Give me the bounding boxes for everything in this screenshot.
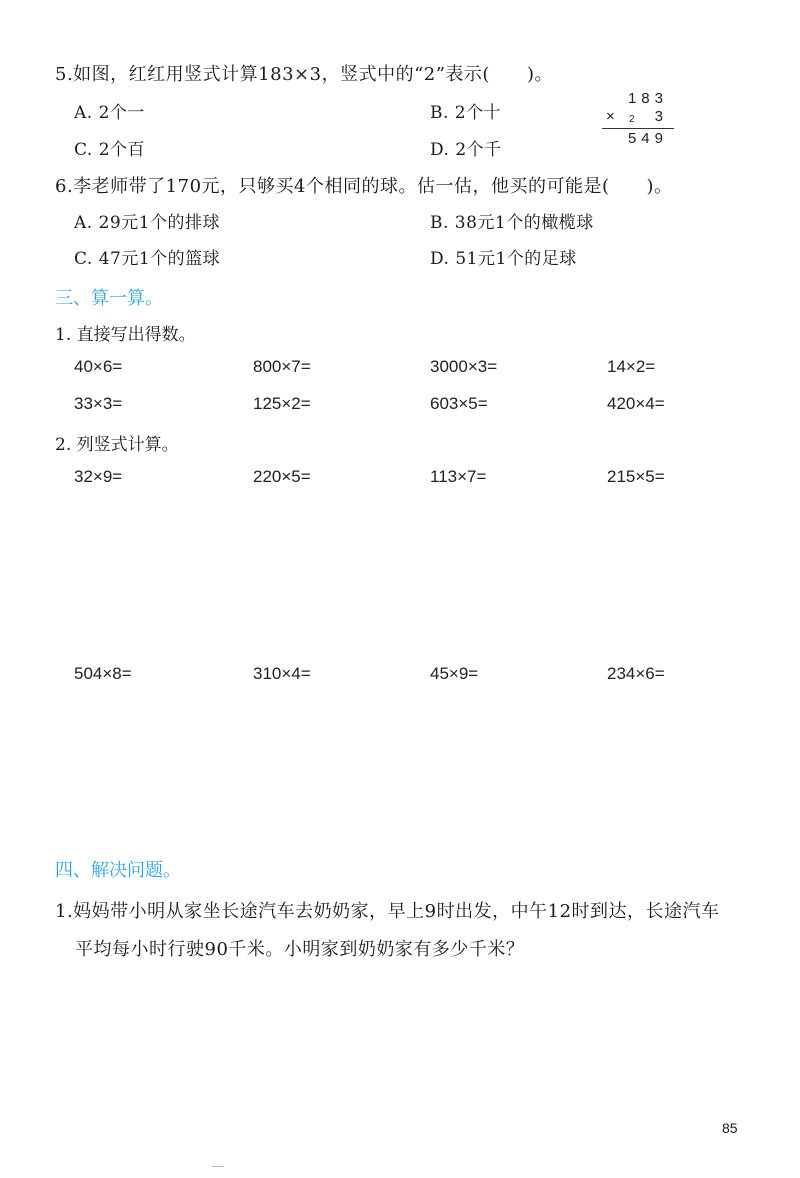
vertical-calc-expr: 45×9= — [430, 664, 479, 683]
section-3-sub2-title: 2. 列竖式计算。 — [55, 435, 179, 455]
oral-calc-expr: 420×4= — [607, 394, 665, 413]
footer-mark — [212, 1166, 224, 1167]
question-5-text: 5.如图，红红用竖式计算183×3，竖式中的“2”表示( )。 — [55, 64, 553, 85]
section-3-title: 三、算一算。 — [55, 288, 163, 309]
problem-1-line-1: 1.妈妈带小明从家坐长途汽车去奶奶家，早上9时出发，中午12时到达，长途汽车 — [55, 901, 720, 922]
oral-calc-expr: 40×6= — [74, 357, 123, 376]
oral-calc-expr: 3000×3= — [430, 357, 498, 376]
figure-product: 549 — [627, 130, 668, 147]
figure-times-sign: × — [606, 108, 615, 125]
vertical-calc-expr: 310×4= — [253, 664, 311, 683]
figure-carry-digit: 2 — [629, 114, 635, 125]
question-6-option-d: D. 51元1个的足球 — [430, 249, 577, 269]
question-5-option-a: A. 2个一 — [74, 103, 145, 123]
section-4-title: 四、解决问题。 — [55, 860, 181, 881]
page-number: 85 — [722, 1120, 738, 1136]
vertical-calc-expr: 215×5= — [607, 467, 665, 486]
figure-underline — [602, 128, 674, 129]
question-5-option-d: D. 2个千 — [430, 140, 502, 160]
problem-1-line-2: 平均每小时行驶90千米。小明家到奶奶家有多少千米？ — [75, 939, 525, 960]
question-5-option-b: B. 2个十 — [430, 103, 502, 123]
oral-calc-expr: 125×2= — [253, 394, 311, 413]
question-5-option-c: C. 2个百 — [74, 140, 146, 160]
figure-multiplicand: 183 — [627, 90, 668, 107]
figure-multiplier: 3 — [654, 108, 668, 125]
question-6-text: 6.李老师带了170元，只够买4个相同的球。估一估，他买的可能是( )。 — [55, 176, 673, 197]
oral-calc-expr: 800×7= — [253, 357, 311, 376]
oral-calc-expr: 33×3= — [74, 394, 123, 413]
vertical-calc-expr: 32×9= — [74, 467, 123, 486]
vertical-calc-expr: 113×7= — [430, 467, 487, 486]
vertical-calc-expr: 220×5= — [253, 467, 311, 486]
oral-calc-expr: 603×5= — [430, 394, 488, 413]
question-6-option-c: C. 47元1个的篮球 — [74, 249, 221, 269]
question-6-option-b: B. 38元1个的橄榄球 — [430, 213, 594, 233]
vertical-calc-expr: 234×6= — [607, 664, 665, 683]
question-6-option-a: A. 29元1个的排球 — [74, 213, 221, 233]
oral-calc-expr: 14×2= — [607, 357, 656, 376]
section-3-sub1-title: 1. 直接写出得数。 — [55, 325, 196, 345]
vertical-calc-expr: 504×8= — [74, 664, 132, 683]
vertical-multiplication-figure — [602, 90, 674, 148]
